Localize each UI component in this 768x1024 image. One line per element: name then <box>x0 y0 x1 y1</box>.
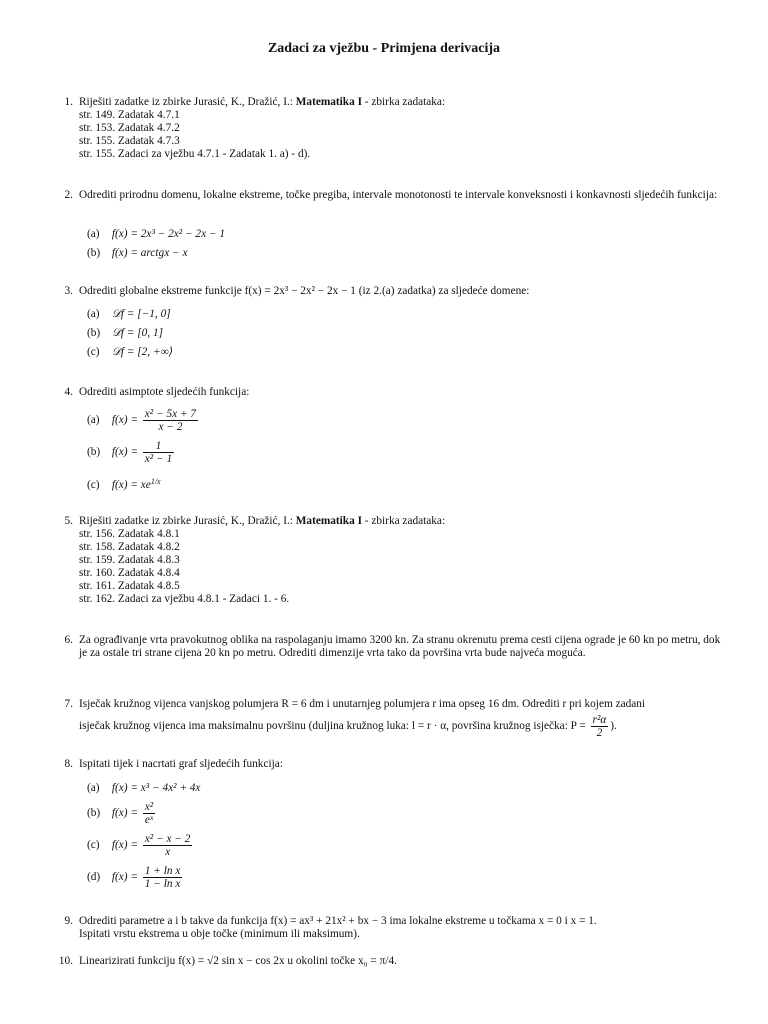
subitem-8d <box>87 865 647 890</box>
formula: f(x) = 2x³ − 2x² − 2x − 1 <box>111 228 226 240</box>
tail-text: - zbirka zadataka: <box>364 515 446 527</box>
intro-text: Riješiti zadatke iz zbirke Jurasić, K., Dražić, I.: <box>79 96 293 108</box>
reference-line: str. 158. Zadatak 4.8.2 <box>79 541 180 553</box>
problem-text-line-1: Odrediti parametre a i b takve da funkcija f(x) = ax³ + 21x² + bx − 3 ima lokalne ekstreme u točkama x = 0 i x = 1. <box>79 915 597 927</box>
problem-text <box>79 96 721 109</box>
subitem-label: (a) <box>87 308 100 320</box>
problem-number: 8. <box>64 758 73 770</box>
subitem-label: (c) <box>87 839 100 852</box>
subitem-label: (c) <box>87 346 100 358</box>
fraction <box>143 833 193 858</box>
problem-number: 4. <box>64 386 73 398</box>
problem-6 <box>64 634 721 660</box>
denominator: 1 − ln x <box>144 878 181 890</box>
formula: f(x) = xe <box>111 479 151 491</box>
intro-text: Riješiti zadatke iz zbirke Jurasić, K., Dražić, I.: <box>79 515 293 527</box>
subitem-3a <box>87 308 647 321</box>
subitem-label: (b) <box>87 247 101 259</box>
subitem-label: (b) <box>87 807 101 820</box>
subitem-3b <box>87 327 647 340</box>
problem-2 <box>64 189 721 202</box>
book-title: Matematika I <box>295 96 362 108</box>
formula: f(x) = arctgx − x <box>111 247 188 259</box>
subitem-label: (a) <box>87 782 100 794</box>
problem-text: Odrediti globalne ekstreme funkcije f(x) = 2x³ − 2x² − 2x − 1 (iz 2.(a) zadatka) za sljedeće domene: <box>79 285 530 297</box>
problem-number: 5. <box>64 515 73 527</box>
subitem-4a <box>87 408 647 433</box>
problem-1 <box>64 96 721 161</box>
problem-text: Za ograđivanje vrta pravokutnog oblika na raspolaganju imamo 3200 kn. Za stranu okrenutu prema cesti cijena ograde je 60 kn po metru, dok je za ostale tri strane cijena 20 kn po metru. Odrediti dimenzije vrta tako da površina vrta bude najveća moguća. <box>79 634 721 659</box>
problem-9 <box>64 915 721 941</box>
denominator: eˣ <box>144 814 154 826</box>
numerator: x² <box>144 801 154 813</box>
subitem-4c <box>87 475 647 492</box>
fraction <box>143 440 174 465</box>
numerator: x² − 5x + 7 <box>144 408 197 420</box>
subitem-label: (c) <box>87 479 100 491</box>
subitem-2a <box>87 228 647 241</box>
tail-text: - zbirka zadataka: <box>364 96 446 108</box>
denominator: x − 2 <box>158 421 183 433</box>
reference-line: str. 156. Zadatak 4.8.1 <box>79 528 180 540</box>
reference-line: str. 149. Zadatak 4.7.1 <box>79 109 180 121</box>
problem-text: Odrediti prirodnu domenu, lokalne ekstreme, točke pregiba, intervale monotonosti te intervale konveksnosti i konkavnosti sljedećih funkcija: <box>79 189 718 201</box>
reference-line: str. 155. Zadaci za vježbu 4.7.1 - Zadatak 1. a) - d). <box>79 148 311 160</box>
numerator: 1 + ln x <box>144 865 181 877</box>
subitem-8c <box>87 833 647 858</box>
reference-line: str. 162. Zadaci za vježbu 4.8.1 - Zadaci 1. - 6. <box>79 593 290 605</box>
denominator: x² − 1 <box>144 453 173 465</box>
page-title: Zadaci za vježbu - Primjena derivacija <box>267 41 501 56</box>
reference-line: str. 161. Zadatak 4.8.5 <box>79 580 180 592</box>
subitem-label: (d) <box>87 871 101 884</box>
formula: f(x) = x³ − 4x² + 4x <box>111 782 201 794</box>
problem-text: Linearizirati funkciju f(x) = √2 sin x − cos 2x u okolini točke x₀ = π/4. <box>79 955 397 967</box>
problem-3 <box>64 285 721 298</box>
subitem-label: (a) <box>87 228 100 240</box>
problem-text-line-2: Ispitati vrstu ekstrema u obje točke (minimum ili maksimum). <box>79 928 360 940</box>
reference-list <box>79 109 721 161</box>
subitem-label: (b) <box>87 327 101 339</box>
denominator: 2 <box>596 727 603 739</box>
numerator: 1 <box>143 440 174 453</box>
subitem-2b <box>87 247 647 260</box>
formula-lhs: f(x) = <box>111 446 138 459</box>
reference-list <box>79 528 721 606</box>
subitem-8b <box>87 801 647 826</box>
problem-10 <box>58 955 721 968</box>
book-title: Matematika I <box>295 515 362 527</box>
reference-line: str. 153. Zadatak 4.7.2 <box>79 122 180 134</box>
formula: 𝒟f = [−1, 0] <box>111 308 171 320</box>
numerator: x² − x − 2 <box>144 833 191 845</box>
subitem-label: (b) <box>87 446 101 459</box>
closing-text: ). <box>610 720 617 733</box>
formula-lhs: f(x) = <box>111 414 138 427</box>
problem-7 <box>64 698 721 739</box>
numerator: r²α <box>592 714 607 726</box>
reference-line: str. 155. Zadatak 4.7.3 <box>79 135 180 147</box>
denominator: x <box>165 846 171 858</box>
reference-line: str. 160. Zadatak 4.8.4 <box>79 567 180 579</box>
subitem-label: (a) <box>87 414 100 427</box>
problem-number: 2. <box>64 189 73 201</box>
problem-5 <box>64 515 721 606</box>
subitem-8a <box>87 782 647 795</box>
formula-lhs: f(x) = <box>111 871 138 884</box>
exponent: 1/x <box>150 477 161 486</box>
problem-number: 6. <box>64 634 73 646</box>
problem-8 <box>64 758 721 771</box>
problem-number: 1. <box>64 96 73 108</box>
formula: 𝒟f = [2, +∞⟩ <box>111 346 174 358</box>
problem-text-line-1: Isječak kružnog vijenca vanjskog polumjera R = 6 dm i unutarnjeg polumjera r ima opseg 16 dm. Odrediti r pri kojem zadani <box>79 698 646 710</box>
formula-lhs: f(x) = <box>111 807 138 820</box>
formula-lhs: f(x) = <box>111 839 138 852</box>
problem-number: 9. <box>64 915 73 927</box>
problem-text: Odrediti asimptote sljedećih funkcija: <box>79 386 250 398</box>
fraction <box>143 865 183 890</box>
problem-number: 10. <box>58 955 73 967</box>
fraction <box>143 801 155 826</box>
formula: 𝒟f = [0, 1] <box>111 327 163 339</box>
fraction <box>591 714 609 739</box>
problem-4 <box>64 386 721 399</box>
problem-number: 3. <box>64 285 73 297</box>
subitem-3c <box>87 346 647 359</box>
problem-text: isječak kružnog vijenca ima maksimalnu površinu (duljina kružnog luka: l = r · α, površina kružnog isječka: P = <box>79 720 586 733</box>
reference-line: str. 159. Zadatak 4.8.3 <box>79 554 180 566</box>
problem-number: 7. <box>64 698 73 710</box>
problem-text <box>79 515 721 528</box>
problem-text: Ispitati tijek i nacrtati graf sljedećih funkcija: <box>79 758 283 770</box>
problem-text-line-2 <box>79 714 721 739</box>
subitem-4b <box>87 440 647 465</box>
fraction <box>143 408 198 433</box>
